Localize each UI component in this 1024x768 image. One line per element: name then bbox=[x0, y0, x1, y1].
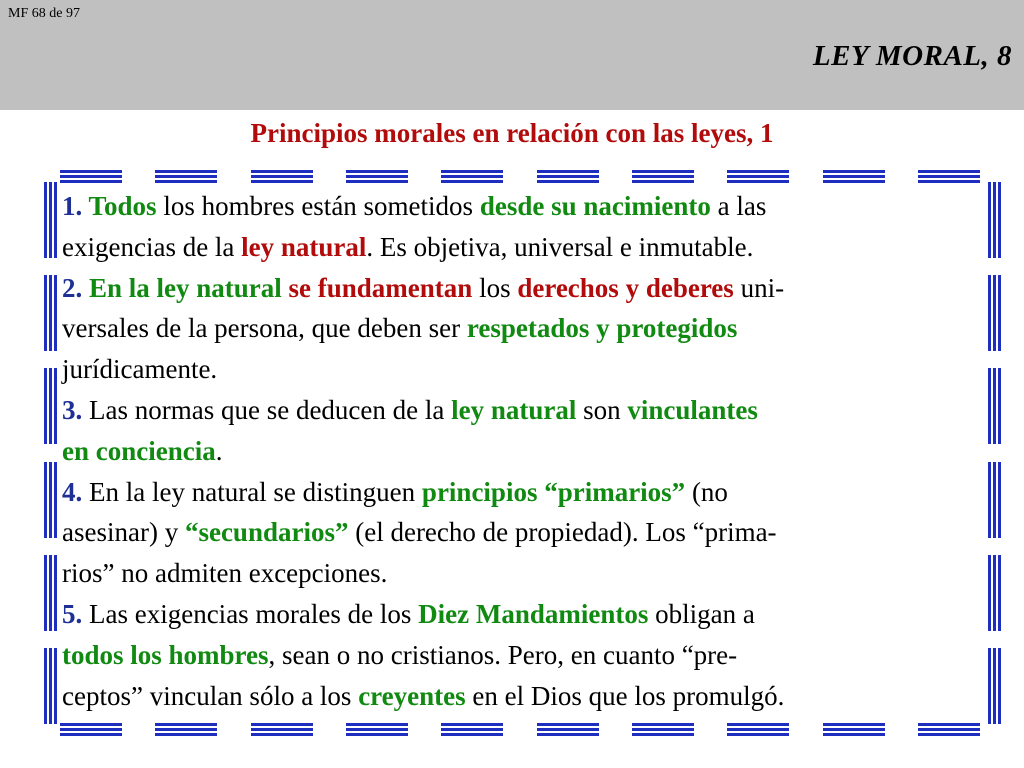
text-line bbox=[62, 227, 987, 268]
text-span: a las bbox=[710, 191, 767, 221]
text-line bbox=[62, 472, 987, 513]
border-dash bbox=[823, 170, 885, 184]
text-span: en el Dios que los promulgó. bbox=[465, 680, 785, 711]
border-dash bbox=[60, 723, 122, 737]
emphasis-span: respetados y protegidos bbox=[466, 313, 738, 344]
emphasis-span: ley natural bbox=[241, 231, 367, 262]
text-line bbox=[62, 635, 987, 676]
emphasis-span: En la ley natural bbox=[89, 272, 282, 303]
border-bar bbox=[988, 275, 1002, 351]
text-span: En la ley natural se distinguen bbox=[89, 476, 422, 507]
text-line bbox=[62, 186, 987, 227]
border-dash bbox=[727, 170, 789, 184]
border-bar bbox=[44, 648, 58, 724]
border-dash bbox=[155, 723, 217, 737]
border-dash bbox=[918, 170, 980, 184]
right-dashed-border bbox=[988, 182, 1002, 724]
border-dash bbox=[727, 723, 789, 737]
text-line bbox=[62, 390, 987, 431]
slide-counter: MF 68 de 97 bbox=[8, 6, 80, 21]
text-line bbox=[62, 308, 987, 349]
border-bar bbox=[988, 462, 1002, 538]
text-span: versales de la persona, que deben ser bbox=[62, 313, 467, 344]
text-span: . Es objetiva, universal e inmutable. bbox=[366, 231, 754, 262]
text-span: Las normas que se deducen de la bbox=[89, 394, 452, 425]
border-bar bbox=[988, 368, 1002, 444]
slide-subtitle: Principios morales en relación con las leyes, 1 bbox=[250, 118, 774, 148]
text-line bbox=[62, 349, 987, 390]
emphasis-span: Todos bbox=[88, 191, 157, 221]
text-span: asesinar) y bbox=[62, 517, 185, 548]
emphasis-span: en conciencia bbox=[62, 435, 216, 466]
text-span: exigencias de la bbox=[62, 231, 242, 262]
border-dash bbox=[632, 170, 694, 184]
border-dash bbox=[155, 170, 217, 184]
text-span: . bbox=[215, 435, 223, 466]
text-span: (el derecho de propiedad). Los “prima- bbox=[348, 517, 777, 548]
text-line bbox=[62, 676, 987, 717]
emphasis-span: 4. bbox=[62, 476, 89, 507]
border-bar bbox=[44, 462, 58, 538]
emphasis-span: 5. bbox=[62, 598, 89, 629]
text-span: son bbox=[576, 394, 628, 425]
emphasis-span: principios “primarios” bbox=[421, 476, 686, 507]
emphasis-span: 1. bbox=[62, 191, 89, 221]
text-line bbox=[62, 431, 987, 472]
text-span: (no bbox=[685, 476, 728, 507]
principles-text bbox=[62, 186, 987, 716]
border-dash bbox=[537, 170, 599, 184]
border-dash bbox=[441, 170, 503, 184]
text-span: jurídicamente. bbox=[62, 354, 218, 385]
border-dash bbox=[632, 723, 694, 737]
border-dash bbox=[346, 723, 408, 737]
emphasis-span: 3. bbox=[62, 394, 89, 425]
emphasis-span: “secundarios” bbox=[184, 517, 349, 548]
header-title: LEY MORAL, 8 bbox=[812, 40, 1012, 72]
emphasis-span: ley natural bbox=[451, 394, 577, 425]
border-dash bbox=[823, 723, 885, 737]
emphasis-span: 2. bbox=[62, 272, 89, 303]
text-line bbox=[62, 553, 987, 594]
text-span: los bbox=[472, 272, 518, 303]
border-dash bbox=[346, 170, 408, 184]
text-span: , sean o no cristianos. Pero, en cuanto “pre- bbox=[268, 639, 738, 670]
text-line bbox=[62, 594, 987, 635]
border-bar bbox=[44, 368, 58, 444]
text-span: Las exigencias morales de los bbox=[89, 598, 419, 629]
border-dash bbox=[918, 723, 980, 737]
emphasis-span: creyentes bbox=[358, 680, 466, 711]
border-bar bbox=[44, 275, 58, 351]
border-bar bbox=[44, 555, 58, 631]
emphasis-span: todos los hombres bbox=[62, 639, 269, 670]
emphasis-span: vinculantes bbox=[627, 394, 758, 425]
emphasis-span: derechos y deberes bbox=[517, 272, 734, 303]
bottom-dashed-border bbox=[60, 723, 980, 737]
border-dash bbox=[537, 723, 599, 737]
border-dash bbox=[441, 723, 503, 737]
text-span: uni- bbox=[733, 272, 785, 303]
left-dashed-border bbox=[44, 182, 58, 724]
border-bar bbox=[44, 182, 58, 258]
text-span: obligan a bbox=[648, 598, 755, 629]
text-line bbox=[62, 268, 987, 309]
text-span bbox=[282, 273, 289, 303]
border-dash bbox=[251, 170, 313, 184]
top-dashed-border bbox=[60, 170, 980, 184]
text-line bbox=[62, 512, 987, 553]
text-span: los hombres están sometidos bbox=[156, 191, 480, 221]
text-span: ceptos” vinculan sólo a los bbox=[62, 680, 359, 711]
border-bar bbox=[988, 648, 1002, 724]
border-dash bbox=[251, 723, 313, 737]
text-span: rios” no admiten excepciones. bbox=[62, 558, 388, 589]
emphasis-span: se fundamentan bbox=[288, 272, 473, 303]
border-bar bbox=[988, 182, 1002, 258]
header-band bbox=[0, 0, 1024, 110]
emphasis-span: Diez Mandamientos bbox=[418, 598, 649, 629]
border-dash bbox=[60, 170, 122, 184]
emphasis-span: desde su nacimiento bbox=[479, 191, 711, 221]
border-bar bbox=[988, 555, 1002, 631]
